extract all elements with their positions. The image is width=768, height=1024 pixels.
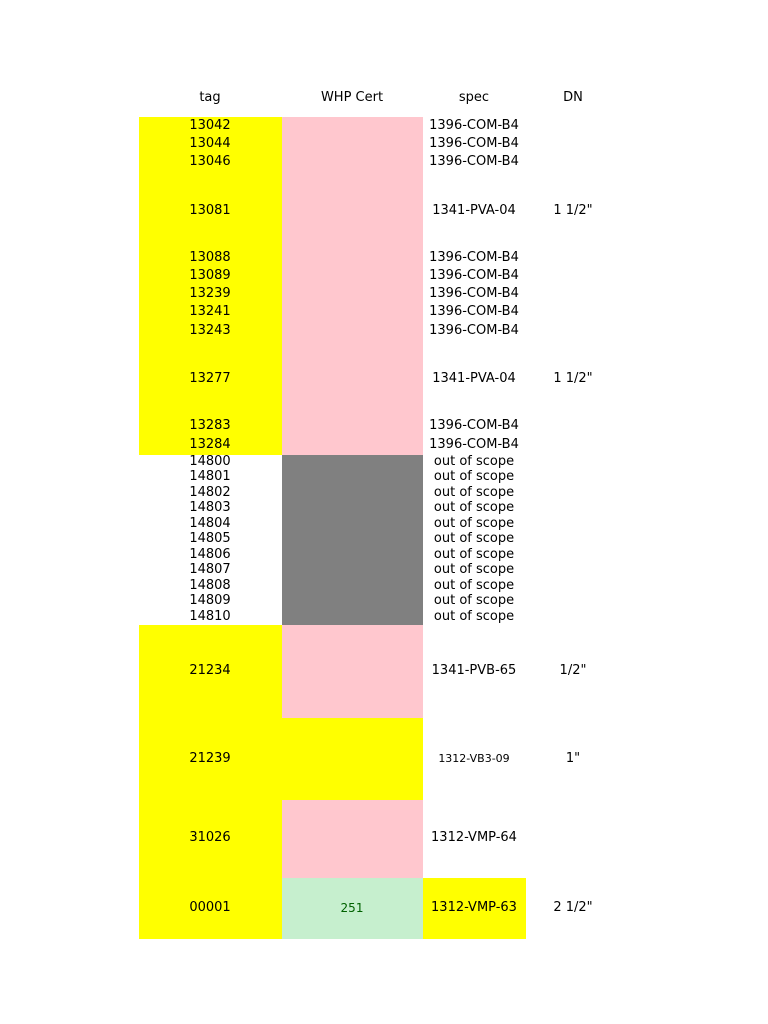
spec-cell[interactable]: 1396-COM-B4 — [429, 268, 519, 283]
spec-cell[interactable]: out of scope — [433, 547, 515, 562]
whp-fill-pink-21234 — [282, 625, 423, 718]
tag-cell[interactable]: 14809 — [189, 593, 231, 608]
spec-cell[interactable]: out of scope — [433, 593, 515, 608]
tag-cell[interactable]: 14806 — [189, 547, 231, 562]
spec-cell[interactable]: 1396-COM-B4 — [429, 323, 519, 338]
spec-cell[interactable]: 1341-PVA-04 — [432, 371, 516, 386]
tag-cell[interactable]: 14802 — [189, 485, 231, 500]
tag-cell[interactable]: 21239 — [189, 751, 231, 766]
whp-fill-pink — [282, 117, 423, 455]
whp-fill-gray — [282, 455, 423, 625]
spec-cell[interactable]: 1341-PVA-04 — [432, 203, 516, 218]
spec-cell[interactable]: 1396-COM-B4 — [429, 154, 519, 169]
spec-cell[interactable]: out of scope — [433, 609, 515, 624]
tag-cell[interactable]: 14801 — [189, 469, 231, 484]
spec-cell[interactable]: out of scope — [433, 578, 515, 593]
spec-cell[interactable]: 1396-COM-B4 — [429, 136, 519, 151]
spec-cell[interactable]: 1396-COM-B4 — [429, 437, 519, 452]
spec-cell[interactable]: 1396-COM-B4 — [429, 118, 519, 133]
dn-cell[interactable]: 1 1/2" — [553, 203, 593, 218]
tag-cell[interactable]: 13042 — [189, 118, 231, 133]
tag-cell[interactable]: 13284 — [189, 437, 231, 452]
tag-cell[interactable]: 14804 — [189, 516, 231, 531]
tag-cell[interactable]: 14808 — [189, 578, 231, 593]
whp-cert-cell[interactable]: 251 — [340, 901, 364, 915]
whp-fill-yellow-21239 — [282, 718, 423, 800]
spec-cell[interactable]: out of scope — [433, 516, 515, 531]
spec-cell[interactable]: 1396-COM-B4 — [429, 304, 519, 319]
tag-cell[interactable]: 14800 — [189, 454, 231, 469]
tag-cell[interactable]: 14810 — [189, 609, 231, 624]
spec-cell[interactable]: 1312-VMP-63 — [431, 900, 517, 915]
tag-cell[interactable]: 13241 — [189, 304, 231, 319]
dn-cell[interactable]: 1/2" — [559, 663, 587, 678]
tag-cell[interactable]: 31026 — [189, 830, 231, 845]
tag-cell[interactable]: 13283 — [189, 418, 231, 433]
spec-cell[interactable]: out of scope — [433, 485, 515, 500]
tag-cell[interactable]: 13081 — [189, 203, 231, 218]
tag-cell[interactable]: 13046 — [189, 154, 231, 169]
tag-cell[interactable]: 14807 — [189, 562, 231, 577]
tag-cell[interactable]: 13277 — [189, 371, 231, 386]
dn-cell[interactable]: 1" — [565, 751, 581, 766]
spec-cell[interactable]: out of scope — [433, 500, 515, 515]
spec-cell[interactable]: out of scope — [433, 531, 515, 546]
spec-cell[interactable]: out of scope — [433, 469, 515, 484]
column-header-spec[interactable]: spec — [458, 90, 490, 105]
spec-cell[interactable]: out of scope — [433, 562, 515, 577]
tag-cell[interactable]: 14805 — [189, 531, 231, 546]
whp-fill-pink-31026 — [282, 800, 423, 878]
tag-cell[interactable]: 00001 — [189, 900, 231, 915]
tag-cell[interactable]: 21234 — [189, 663, 231, 678]
column-header-dn[interactable]: DN — [563, 90, 583, 105]
spec-cell[interactable]: 1396-COM-B4 — [429, 418, 519, 433]
column-header-whp-cert[interactable]: WHP Cert — [320, 90, 384, 105]
tag-cell[interactable]: 13088 — [189, 250, 231, 265]
tag-cell[interactable]: 13089 — [189, 268, 231, 283]
tag-cell[interactable]: 13044 — [189, 136, 231, 151]
spec-cell[interactable]: 1341-PVB-65 — [431, 663, 517, 678]
spec-cell[interactable]: 1312-VB3-09 — [438, 752, 510, 765]
column-header-tag[interactable]: tag — [199, 90, 221, 105]
spec-cell[interactable]: 1312-VMP-64 — [431, 830, 517, 845]
dn-cell[interactable]: 2 1/2" — [553, 900, 593, 915]
dn-cell[interactable]: 1 1/2" — [553, 371, 593, 386]
spec-cell[interactable]: 1396-COM-B4 — [429, 250, 519, 265]
spec-cell[interactable]: out of scope — [433, 454, 515, 469]
tag-cell[interactable]: 13243 — [189, 323, 231, 338]
spec-cell[interactable]: 1396-COM-B4 — [429, 286, 519, 301]
tag-cell[interactable]: 14803 — [189, 500, 231, 515]
tag-cell[interactable]: 13239 — [189, 286, 231, 301]
